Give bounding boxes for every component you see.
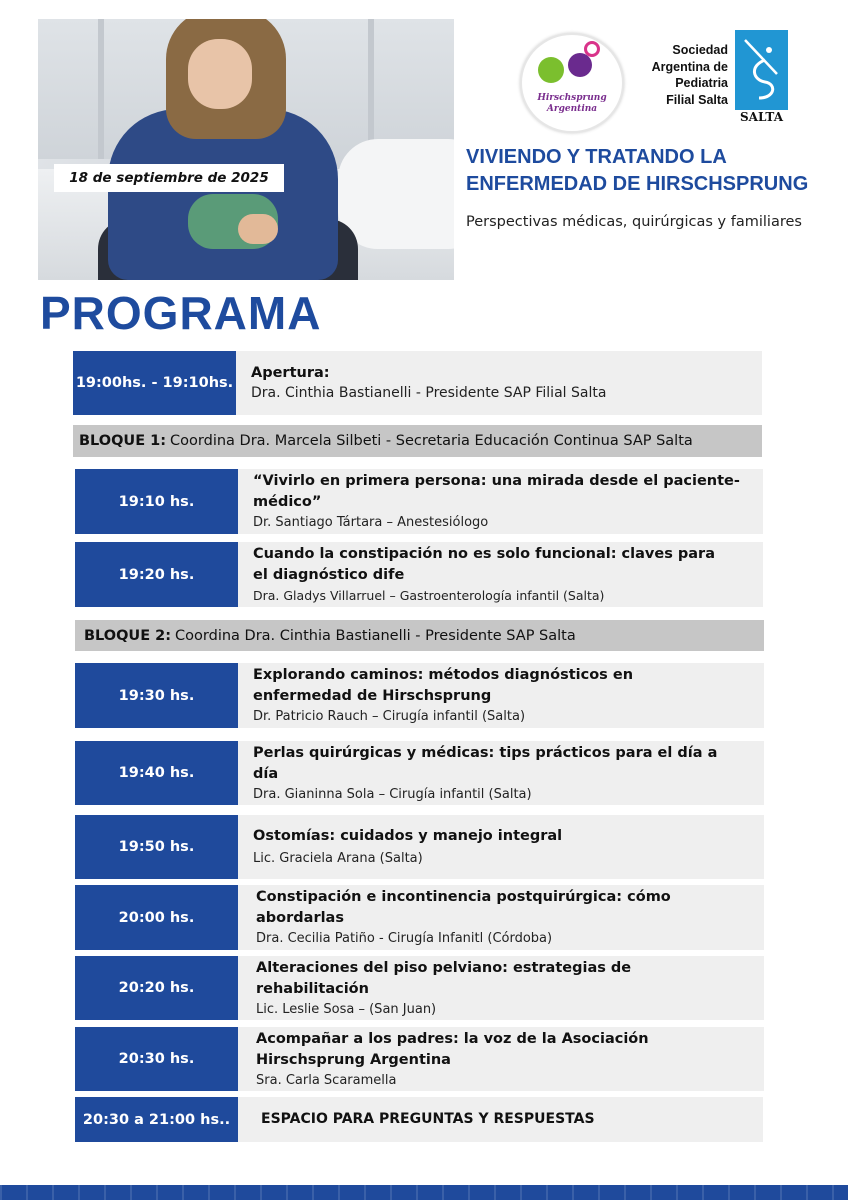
sap-line: Filial Salta — [666, 92, 728, 107]
schedule-content — [256, 1027, 764, 1091]
photo-child-hand — [238, 214, 278, 244]
logo-text: Hirschsprung Argentina — [537, 93, 607, 114]
schedule-content — [253, 741, 764, 805]
schedule-row — [75, 956, 764, 1020]
schedule-content — [251, 351, 762, 415]
schedule-content — [253, 815, 764, 879]
session-speaker: Dra. Gladys Villarruel – Gastroenterología infantil (Salta) — [253, 588, 605, 603]
session-title: “Vivirlo en primera persona: una mirada desde el paciente-médico” — [253, 473, 740, 510]
bloque-1-header — [73, 425, 762, 457]
session-title: Constipación e incontinencia postquirúrgica: cómo abordarlas — [256, 889, 671, 926]
session-speaker: Lic. Graciela Arana (Salta) — [253, 851, 423, 866]
event-title-line: ENFERMEDAD DE HIRSCHSPRUNG — [466, 173, 809, 195]
schedule-time: 20:30 a 21:00 hs.. — [75, 1097, 238, 1142]
schedule-time: 19:20 hs. — [75, 542, 238, 607]
schedule-time: 19:00hs. - 19:10hs. — [73, 351, 236, 415]
logo-ribbon-icon — [584, 41, 600, 57]
session-title: Perlas quirúrgicas y médicas: tips prácticos para el día a día — [253, 744, 718, 782]
event-title-line: VIVIENDO Y TRATANDO LA — [466, 146, 727, 168]
schedule-row — [75, 815, 764, 879]
schedule-content — [253, 663, 764, 728]
session-title: Cuando la constipación no es solo funcional: claves para el diagnóstico dife — [253, 546, 715, 583]
schedule-time: 20:30 hs. — [75, 1027, 238, 1091]
schedule-time: 19:10 hs. — [75, 469, 238, 534]
session-speaker: Dra. Cinthia Bastianelli - Presidente SAP Filial Salta — [251, 385, 607, 401]
bloque-label: BLOQUE 1: — [79, 433, 167, 449]
schedule-content — [256, 956, 764, 1020]
schedule-content — [253, 542, 763, 607]
event-date: 18 de septiembre de 2025 — [54, 164, 284, 192]
logo-figure-purple — [568, 53, 592, 77]
session-speaker: Lic. Leslie Sosa – (San Juan) — [256, 1001, 437, 1017]
schedule-time: 19:50 hs. — [75, 815, 238, 879]
session-title: ESPACIO PARA PREGUNTAS Y RESPUESTAS — [261, 1111, 595, 1127]
schedule-content — [253, 469, 763, 534]
footer-bar — [0, 1185, 848, 1200]
photo-child-face — [188, 39, 252, 109]
schedule-row-opening — [73, 351, 762, 415]
sap-line: Pediatria — [675, 76, 728, 90]
photo-pillow — [338, 139, 454, 249]
schedule-row — [75, 885, 764, 950]
bloque-2-header — [75, 620, 764, 651]
event-subtitle: Perspectivas médicas, quirúrgicas y familiares — [466, 214, 802, 230]
programa-heading: PROGRAMA — [40, 287, 322, 339]
schedule-row — [75, 1027, 764, 1091]
schedule-row — [75, 542, 763, 607]
schedule-row — [75, 469, 763, 534]
session-speaker: Dra. Cecilia Patiño - Cirugía Infanitl (Córdoba) — [256, 931, 553, 946]
photo-stripe — [368, 19, 374, 159]
schedule-row-closing — [75, 1097, 763, 1142]
logo-figure-green — [538, 57, 564, 83]
session-speaker: Sra. Carla Scaramella — [256, 1072, 397, 1088]
footer-pattern — [0, 1185, 848, 1200]
schedule-row — [75, 741, 764, 805]
session-title: Apertura: — [251, 365, 330, 381]
event-title — [466, 144, 846, 198]
sap-line: Argentina de — [651, 59, 728, 74]
bloque-coordinator: Coordina Dra. Marcela Silbeti - Secretaria Educación Continua SAP Salta — [170, 433, 693, 449]
schedule-time: 20:20 hs. — [75, 956, 238, 1020]
photo-stripe — [98, 19, 104, 159]
schedule-time: 19:30 hs. — [75, 663, 238, 728]
session-title: Acompañar a los padres: la voz de la Asociación Hirschsprung Argentina — [256, 1030, 649, 1068]
schedule-time: 19:40 hs. — [75, 741, 238, 805]
schedule-time: 20:00 hs. — [75, 885, 238, 950]
sap-line: Sociedad — [672, 43, 728, 57]
hirschsprung-argentina-logo — [520, 33, 624, 133]
schedule-content — [256, 885, 764, 950]
sap-emblem-icon — [735, 30, 788, 110]
bloque-coordinator: Coordina Dra. Cinthia Bastianelli - Presidente SAP Salta — [175, 627, 576, 644]
session-speaker: Dr. Santiago Tártara – Anestesiólogo — [253, 515, 489, 530]
sap-organization-name — [636, 42, 728, 108]
session-title: Ostomías: cuidados y manejo integral — [253, 828, 563, 844]
bloque-label: BLOQUE 2: — [84, 627, 172, 644]
schedule-content — [261, 1097, 763, 1142]
hero-photo — [38, 19, 454, 280]
schedule-row — [75, 663, 764, 728]
sap-logo-caption: SALTA — [739, 110, 784, 124]
session-title: Explorando caminos: métodos diagnósticos en enfermedad de Hirschsprung — [253, 667, 634, 704]
session-title: Alteraciones del piso pelviano: estrategias de rehabilitación — [256, 959, 632, 997]
sap-logo — [735, 30, 788, 110]
session-speaker: Dra. Gianinna Sola – Cirugía infantil (Salta) — [253, 786, 532, 802]
session-speaker: Dr. Patricio Rauch – Cirugía infantil (Salta) — [253, 709, 526, 724]
